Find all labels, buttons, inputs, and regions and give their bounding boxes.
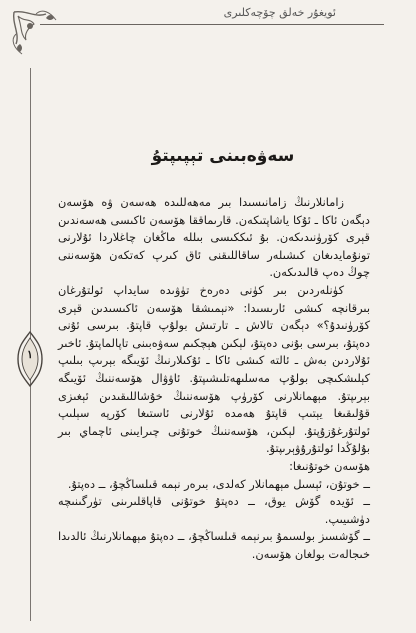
story-body: [58, 194, 370, 563]
dialog-line: ــ گۆشسىز بولسىمۇ بىرنېمە قىلساڭچۇ، ــ دەپتۇ مېھمانلارنىڭ ئالدىدا خىجالەت بولغان ھۆسەن.: [58, 529, 370, 561]
page-number: ١: [27, 348, 33, 361]
dialog-line: ــ خوتۇن، ئېسىل مېھمانلار كەلدى، بىرەر نېمە قىلساڭچۇ، ــ دەپتۇ.: [67, 476, 370, 491]
dialog-line: ــ ئۆيدە گۆش يوق، ــ دەپتۇ خوتۇنى قاپاقلىرىنى تۈرگىنىچە دۈشىيىپ.: [58, 494, 370, 526]
running-head: ئويغۇر خەلق چۆچەكلىرى: [223, 6, 336, 19]
corner-ornament: [6, 4, 66, 64]
header-rule: [40, 24, 384, 25]
dialog-line: ھۆسەن خوتۇنىغا:: [289, 458, 370, 473]
story-title: سەۋەبىنى تېپىپتۇ: [151, 146, 295, 166]
paragraph: زامانلارنىڭ زامانىسىدا بىر مەھەللىدە ھەسەن ۋە ھۆسەن دېگەن ئاكا ـ ئۇكا ياشاپتىكەن. قارىماققا ھۆسەن ئاكىسى ھەسەندىن قېرى كۆرۈنىدىكەن. بۇ ئىككىسى بىللە ماڭغان چاغلاردا ئۇلارنى تونۇمايدىغان كىشىلەر ساقاللىقنى ئاق كىرپ كەتكەن ھۆسەننى چوڭ دەپ قالىدىكەن.: [58, 195, 370, 280]
paragraph: كۈنلەردىن بىر كۈنى دەرەخ تۈۋىدە سايداپ ئولتۇرغان بىرقانچە كىشى ئارىسىدا: «نېمىشقا ھۆسەن ئاكىسىدىن قېرى كۆرۈنىدۇ؟» دېگەن تالاش ـ تارتىش بولۇپ قاپتۇ. بىرسى ئۇنى دەپتۇ، بىرسى بۇنى دەپتۇ، لېكىن ھېچكىم سەۋەبىنى تاپالماپتۇ. ئاخىر ئۇلاردىن بەش ـ ئالتە كىشى ئاكا ـ ئۇكىلارنىڭ ئۆيىگە بېرىپ بىلىپ كېلىشكىچى بولۇپ مەسلىھەتلىشىپتۇ. ئاۋۋال ھۆسەننىڭ ئۆيىگە بېرىپتۇ. مېھمانلارنى كۆرۈپ ھۆسەننىڭ خۇشاللىقىدىن ئېغىزى قۇلىقىغا يېتىپ قاپتۇ ھەمدە ئۇلارنى ئاستىغا كۆرپە سېلىپ ئولتۇرغۇزۇپتۇ. لېكىن، ھۆسەننىڭ خوتۇنى چىرايىنى ئاچماي بىر بۇلۇڭدا ئولتۇرۇۋېرىپتۇ.: [58, 282, 370, 456]
